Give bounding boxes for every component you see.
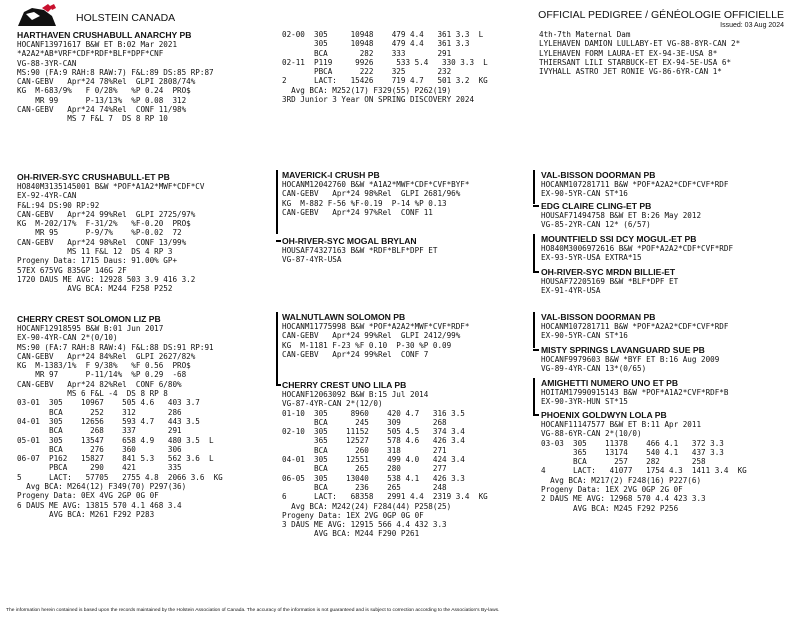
text-line: 57EX 675VG 835GP 146G 2F bbox=[17, 265, 127, 275]
text-line: LYLEHAVEN DAMION LULLABY-ET VG-88-8YR-CAN 2* bbox=[539, 39, 741, 49]
text-line: HOUSAF71494758 B&W ET B:26 May 2012 bbox=[541, 211, 702, 220]
text-line: MS 6 F&L -4 DS 8 RP 8 bbox=[17, 389, 168, 399]
text-line: HOCANF12063092 B&W B:15 Jul 2014 bbox=[282, 390, 429, 399]
text-line: EX-90-5YR-CAN ST*16 bbox=[541, 331, 628, 341]
ssd-name: EDG CLAIRE CLING-ET PB bbox=[541, 201, 652, 211]
text-line: HOCANF9979603 B&W *BYF ET B:16 Aug 2009 bbox=[541, 355, 720, 364]
maternal-dams bbox=[539, 30, 740, 76]
text-line: CAN-GEBV Apr*24 74%Rel CONF 11/98% bbox=[17, 105, 187, 115]
text-line: Progeny Data: 1EX 2VG 0GP 0G 0F bbox=[282, 510, 424, 520]
text-line: PBCA 290 421 335 bbox=[17, 463, 182, 473]
dsd-details bbox=[541, 355, 719, 374]
text-line: KG M-1383/1% F 9/38% %F 0.56 PRO$ bbox=[17, 361, 191, 371]
dds-name: AMIGHETTI NUMERO UNO ET PB bbox=[541, 378, 679, 388]
bracket bbox=[533, 312, 535, 348]
text-line: BCA 252 312 286 bbox=[17, 407, 182, 417]
text-line: HOCANM107281711 B&W *POF*A2A2*CDF*CVF*RDF bbox=[541, 180, 729, 189]
text-line: 02-10 305 11152 505 4.5 374 3.4 bbox=[282, 427, 465, 437]
text-line: *A2A2*AB*VRF*CDF*RDF*BLF*DPF*CNF bbox=[17, 49, 164, 59]
bracket bbox=[533, 414, 539, 416]
text-line: 01-10 305 8960 420 4.7 316 3.5 bbox=[282, 408, 465, 418]
text-line: VG-89-4YR-CAN 13*(0/65) bbox=[541, 364, 647, 374]
bracket bbox=[276, 170, 278, 234]
text-line: AVG BCA: M244 F290 P261 bbox=[282, 529, 420, 539]
dam-dam-details bbox=[282, 390, 488, 539]
text-line: 365 13174 540 4.1 437 3.3 bbox=[541, 447, 724, 457]
text-line: HOCANM11775998 B&W *POF*A2A2*MWF*CVF*RDF* bbox=[282, 322, 470, 331]
text-line: 05-01 305 13547 658 4.9 480 3.5 L bbox=[17, 435, 214, 445]
text-line: 6 LACT: 68358 2991 4.4 2319 3.4 KG bbox=[282, 492, 488, 502]
text-line: AVG BCA: M244 F258 P252 bbox=[17, 284, 173, 294]
text-line: 03-03 305 11378 466 4.1 372 3.3 bbox=[541, 438, 724, 448]
dam-sire-name: WALNUTLAWN SOLOMON PB bbox=[282, 312, 406, 322]
text-line: VG-88-6YR-CAN 2*(10/0) bbox=[541, 429, 642, 439]
text-line: MS:90 (FA:7 RAH:8 RAW:4) F&L:88 DS:91 RP:91 bbox=[17, 342, 214, 352]
dss-name: VAL-BISSON DOORMAN PB bbox=[541, 312, 656, 322]
text-line: 2 LACT: 15426 719 4.7 501 3.2 KG bbox=[282, 76, 488, 86]
dam-name: CHERRY CREST SOLOMON LIZ PB bbox=[17, 314, 161, 324]
text-line: EX-90-4YR-CAN 2*(0/10) bbox=[17, 333, 118, 343]
text-line: Progeny Data: 1715 Daus: 91.00% GP+ bbox=[17, 256, 178, 266]
text-line: HOUSAF74327163 B&W *RDF*BLF*DPF ET bbox=[282, 246, 438, 255]
text-line: Progeny Data: 0EX 4VG 2GP 0G 0F bbox=[17, 491, 159, 501]
sdd-name: OH-RIVER-SYC MRDN BILLIE-ET bbox=[541, 267, 676, 277]
bracket bbox=[533, 205, 539, 207]
text-line: HOCANF11147577 B&W ET B:11 Apr 2011 bbox=[541, 420, 702, 429]
text-line: IVYHALL ASTRO JET RONIE VG-86-6YR-CAN 1* bbox=[539, 67, 722, 77]
text-line: VG-87-4YR-CAN 2*(12/0) bbox=[282, 399, 383, 409]
text-line: HOCANF13971617 B&W ET B:02 Mar 2021 bbox=[17, 40, 178, 49]
text-line: HOITAM17990915143 B&W *POF*A1A2*CVF*RDF*B bbox=[541, 388, 729, 397]
text-line: AVG BCA: M245 F292 P256 bbox=[541, 503, 679, 513]
text-line: VG-85-2YR-CAN 12* (6/57) bbox=[541, 220, 651, 230]
sire-details bbox=[17, 182, 204, 294]
text-line: MR 95 P-9/7% %P-0.02 72 bbox=[17, 228, 182, 238]
dsd-name: MISTY SPRINGS LAVANGUARD SUE PB bbox=[541, 345, 705, 355]
ddd-name: PHOENIX GOLDWYN LOLA PB bbox=[541, 410, 667, 420]
text-line: MS 7 F&L 7 DS 8 RP 10 bbox=[17, 114, 168, 124]
sire-name: OH-RIVER-SYC CRUSHABULL-ET PB bbox=[17, 172, 170, 182]
text-line: HOCANM107281711 B&W *POF*A2A2*CDF*CVF*RDF bbox=[541, 322, 729, 331]
text-line: CAN-GEBV Apr*24 99%Rel CONF 7 bbox=[282, 349, 429, 359]
text-line: KG M-1181 F-23 %F 0.10 P-30 %P 0.09 bbox=[282, 340, 452, 350]
text-line: EX-93-5YR-USA EXTRA*15 bbox=[541, 253, 642, 263]
disclaimer: The information herein contained is based upon the records maintained by the Holstein Association of Canada. The accuracy of the information is not guaranteed and is subject to correction according to the Association's By-laws. bbox=[6, 608, 500, 613]
text-line: 04-01 305 12656 593 4.7 443 3.5 bbox=[17, 416, 200, 426]
text-line: BCA 245 309 268 bbox=[282, 417, 447, 427]
subject-name: HARTHAVEN CRUSHABULL ANARCHY PB bbox=[17, 30, 192, 40]
text-line: BCA 282 333 291 bbox=[282, 48, 452, 58]
ddd-details bbox=[541, 420, 747, 513]
text-line: 02-00 305 10948 479 4.4 361 3.3 L bbox=[282, 30, 484, 39]
sds-details bbox=[541, 244, 733, 263]
sire-sire-name: MAVERICK-I CRUSH PB bbox=[282, 170, 380, 180]
sss-details bbox=[541, 180, 728, 199]
text-line: BCA 257 282 258 bbox=[541, 457, 706, 467]
text-line: CAN-GEBV Apr*24 98%Rel CONF 13/99% bbox=[17, 237, 187, 247]
ssd-details bbox=[541, 211, 701, 230]
bracket bbox=[533, 271, 539, 273]
bracket bbox=[533, 349, 539, 351]
text-line: EX-90-3YR-HUN ST*15 bbox=[541, 397, 628, 407]
text-line: CAN-GEBV Apr*24 99%Rel GLPI 2725/97% bbox=[17, 209, 196, 219]
text-line: CAN-GEBV Apr*24 82%Rel CONF 6/80% bbox=[17, 379, 182, 389]
dss-details bbox=[541, 322, 728, 341]
text-line: 03-01 305 10967 505 4.6 403 3.7 bbox=[17, 398, 200, 408]
text-line: VG-87-4YR-USA bbox=[282, 255, 342, 265]
text-line: 4th-7th Maternal Dam bbox=[539, 30, 631, 39]
text-line: 305 10948 479 4.4 361 3.3 bbox=[282, 39, 470, 49]
text-line: 5 LACT: 57705 2755 4.8 2066 3.6 KG bbox=[17, 472, 223, 482]
text-line: BCA 265 280 277 bbox=[282, 464, 447, 474]
text-line: F&L:94 DS:90 RP:92 bbox=[17, 200, 100, 210]
text-line: KG M-683/9% F 0/28% %P 0.24 PRO$ bbox=[17, 86, 191, 96]
text-line: BCA 236 265 248 bbox=[282, 482, 447, 492]
bracket bbox=[533, 378, 535, 414]
dam-dam-name: CHERRY CREST UNO LILA PB bbox=[282, 380, 407, 390]
text-line: Avg BCA: M252(17) F329(55) P262(19) bbox=[282, 85, 452, 95]
text-line: 4 LACT: 41077 1754 4.3 1411 3.4 KG bbox=[541, 466, 747, 476]
issued-date: Issued: 03 Aug 2024 bbox=[720, 22, 784, 29]
sire-sire-details bbox=[282, 180, 469, 217]
text-line: HOCANM12042760 B&W *A1A2*MWF*CDF*CVF*BYF* bbox=[282, 180, 470, 189]
text-line: 02-11 P119 9926 533 5.4 330 3.3 L bbox=[282, 57, 488, 67]
text-line: 06-07 P162 15827 841 5.3 562 3.6 L bbox=[17, 454, 214, 464]
bracket bbox=[276, 384, 281, 386]
bracket bbox=[533, 234, 535, 272]
text-line: THIERSANT LILI STARBUCK-ET EX-94-5E-USA 6* bbox=[539, 57, 732, 67]
dds-details bbox=[541, 388, 728, 407]
bracket bbox=[276, 312, 278, 384]
text-line: HO840M3006972616 B&W *POF*A2A2*CDF*CVF*RDF bbox=[541, 244, 734, 253]
sire-dam-name: OH-RIVER-SYC MOGAL BRYLAN bbox=[282, 236, 417, 246]
text-line: Avg BCA: M217(2) F248(16) P227(6) bbox=[541, 475, 702, 485]
text-line: Progeny Data: 1EX 2VG 0GP 2G 0F bbox=[541, 485, 683, 495]
text-line: KG M-202/17% F-31/2% %F-0.20 PRO$ bbox=[17, 219, 191, 229]
text-line: EX-90-5YR-CAN ST*16 bbox=[541, 189, 628, 199]
text-line: 06-05 305 13040 538 4.1 426 3.3 bbox=[282, 473, 465, 483]
text-line: CAN-GEBV Apr*24 99%Rel GLPI 2412/99% bbox=[282, 331, 461, 341]
text-line: CAN-GEBV Apr*24 98%Rel GLPI 2681/96% bbox=[282, 189, 461, 199]
text-line: 3 DAUS ME AVG: 12915 566 4.4 432 3.3 bbox=[282, 520, 447, 530]
text-line: 365 12527 578 4.6 426 3.4 bbox=[282, 436, 465, 446]
text-line: 04-01 305 12551 499 4.0 424 3.4 bbox=[282, 455, 465, 465]
text-line: CAN-GEBV Apr*24 78%Rel GLPI 2808/74% bbox=[17, 77, 196, 87]
text-line: CAN-GEBV Apr*24 97%Rel CONF 11 bbox=[282, 207, 433, 217]
text-line: HOUSAF72205169 B&W *BLF*DPF ET bbox=[541, 277, 679, 286]
text-line: MS 11 F&L 12 DS 4 RP 3 bbox=[17, 247, 173, 257]
text-line: KG M-882 F-56 %F-0.19 P-14 %P 0.13 bbox=[282, 198, 447, 208]
text-line: 2 DAUS ME AVG: 12968 570 4.4 423 3.3 bbox=[541, 494, 706, 504]
text-line: EX-91-4YR-USA bbox=[541, 286, 601, 296]
text-line: Avg BCA: M264(12) F349(70) P297(36) bbox=[17, 482, 187, 492]
bracket bbox=[276, 240, 281, 242]
sire-dam-details bbox=[282, 246, 437, 265]
text-line: Avg BCA: M242(24) F284(44) P258(25) bbox=[282, 501, 452, 511]
text-line: 1720 DAUS ME AVG: 12928 503 3.9 416 3.2 bbox=[17, 274, 196, 284]
text-line: AVG BCA: M261 F292 P283 bbox=[17, 509, 155, 519]
text-line: PBCA 222 325 232 bbox=[282, 67, 452, 77]
text-line: BCA 276 360 306 bbox=[17, 444, 182, 454]
dam-sire-details bbox=[282, 322, 469, 359]
text-line: 3RD Junior 3 Year ON SPRING DISCOVERY 2024 bbox=[282, 95, 475, 105]
text-line: MS:90 (FA:9 RAH:8 RAW:7) F&L:89 DS:85 RP:87 bbox=[17, 67, 214, 77]
text-line: 6 DAUS ME AVG: 13815 570 4.1 468 3.4 bbox=[17, 500, 182, 510]
text-line: BCA 260 318 271 bbox=[282, 445, 447, 455]
brand-name: HOLSTEIN CANADA bbox=[76, 12, 176, 24]
subject-records bbox=[282, 30, 488, 104]
page-title: OFFICIAL PEDIGREE / GÉNÉOLOGIE OFFICIELLE bbox=[538, 9, 784, 21]
text-line: EX-92-4YR-CAN bbox=[17, 191, 77, 201]
sds-name: MOUNTFIELD SSI DCY MOGUL-ET PB bbox=[541, 234, 697, 244]
subject-details bbox=[17, 40, 214, 124]
sss-name: VAL-BISSON DOORMAN PB bbox=[541, 170, 656, 180]
text-line: MR 97 P-11/14% %P 0.29 -68 bbox=[17, 370, 187, 380]
holstein-logo bbox=[14, 4, 60, 30]
text-line: HO840M3135145001 B&W *POF*A1A2*MWF*CDF*CV bbox=[17, 182, 205, 191]
text-line: MR 99 P-13/13% %P 0.08 312 bbox=[17, 95, 187, 105]
text-line: BCA 268 337 291 bbox=[17, 426, 182, 436]
text-line: LYLEHAVEN FORM LAURA-ET EX-94-3E-USA 8* bbox=[539, 48, 718, 58]
text-line: CAN-GEBV Apr*24 84%Rel GLPI 2627/82% bbox=[17, 351, 196, 361]
bracket bbox=[533, 170, 535, 204]
text-line: VG-88-3YR-CAN bbox=[17, 58, 77, 68]
text-line: HOCANF12918595 B&W B:01 Jun 2017 bbox=[17, 324, 164, 333]
dam-details bbox=[17, 324, 223, 519]
sdd-details bbox=[541, 277, 678, 296]
